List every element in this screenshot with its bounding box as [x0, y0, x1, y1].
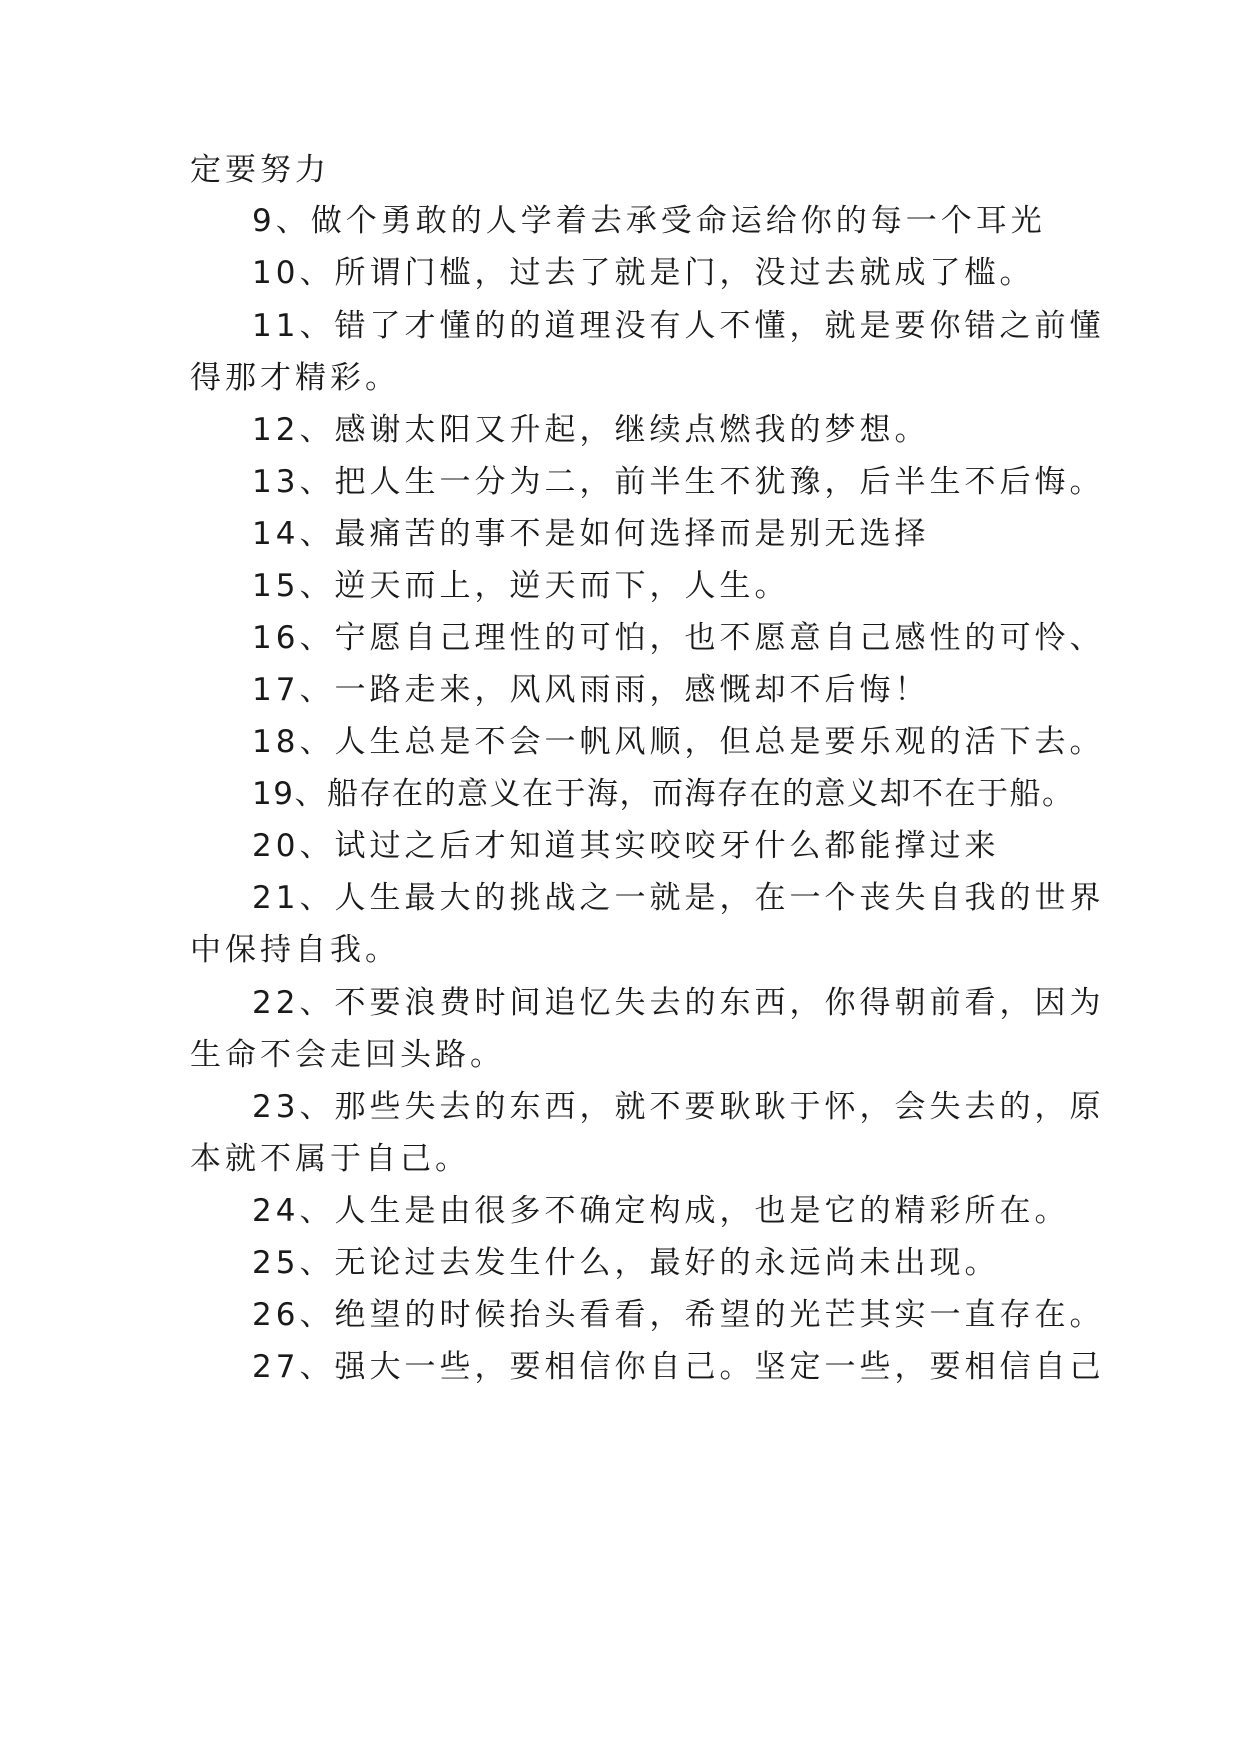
text-line: 22、不要浪费时间追忆失去的东西，你得朝前看，因为 [252, 985, 1105, 1021]
text-line: 15、逆天而上，逆天而下，人生。 [252, 568, 790, 604]
text-line: 24、人生是由很多不确定构成，也是它的精彩所在。 [252, 1193, 1070, 1229]
text-line: 16、宁愿自己理性的可怕，也不愿意自己感性的可怜、 [252, 620, 1105, 656]
text-line: 17、一路走来，风风雨雨，感慨却不后悔！ [252, 672, 930, 708]
text-line: 26、绝望的时候抬头看看，希望的光芒其实一直存在。 [252, 1297, 1105, 1333]
text-line: 11、错了才懂的的道理没有人不懂，就是要你错之前懂 [252, 308, 1105, 344]
text-line: 9、做个勇敢的人学着去承受命运给你的每一个耳光 [252, 203, 1046, 239]
text-line: 得那才精彩。 [190, 360, 400, 396]
text-line: 13、把人生一分为二，前半生不犹豫，后半生不后悔。 [252, 464, 1105, 500]
text-line: 本就不属于自己。 [190, 1141, 470, 1177]
text-line: 25、无论过去发生什么，最好的永远尚未出现。 [252, 1245, 1000, 1281]
text-line: 20、试过之后才知道其实咬咬牙什么都能撑过来 [252, 828, 1000, 864]
text-line: 19、船存在的意义在于海，而海存在的意义却不在于船。 [252, 776, 1075, 812]
text-line: 27、强大一些，要相信你自己。坚定一些，要相信自己 [252, 1349, 1105, 1385]
text-line: 定要努力 [190, 152, 330, 188]
text-line: 14、最痛苦的事不是如何选择而是别无选择 [252, 516, 930, 552]
text-line: 中保持自我。 [190, 932, 400, 968]
text-line: 18、人生总是不会一帆风顺，但总是要乐观的活下去。 [252, 724, 1105, 760]
text-line: 生命不会走回头路。 [190, 1037, 505, 1073]
text-line: 10、所谓门槛，过去了就是门，没过去就成了槛。 [252, 255, 1035, 291]
text-line: 12、感谢太阳又升起，继续点燃我的梦想。 [252, 412, 930, 448]
text-line: 23、那些失去的东西，就不要耿耿于怀，会失去的，原 [252, 1089, 1105, 1125]
text-line: 21、人生最大的挑战之一就是，在一个丧失自我的世界 [252, 880, 1105, 916]
